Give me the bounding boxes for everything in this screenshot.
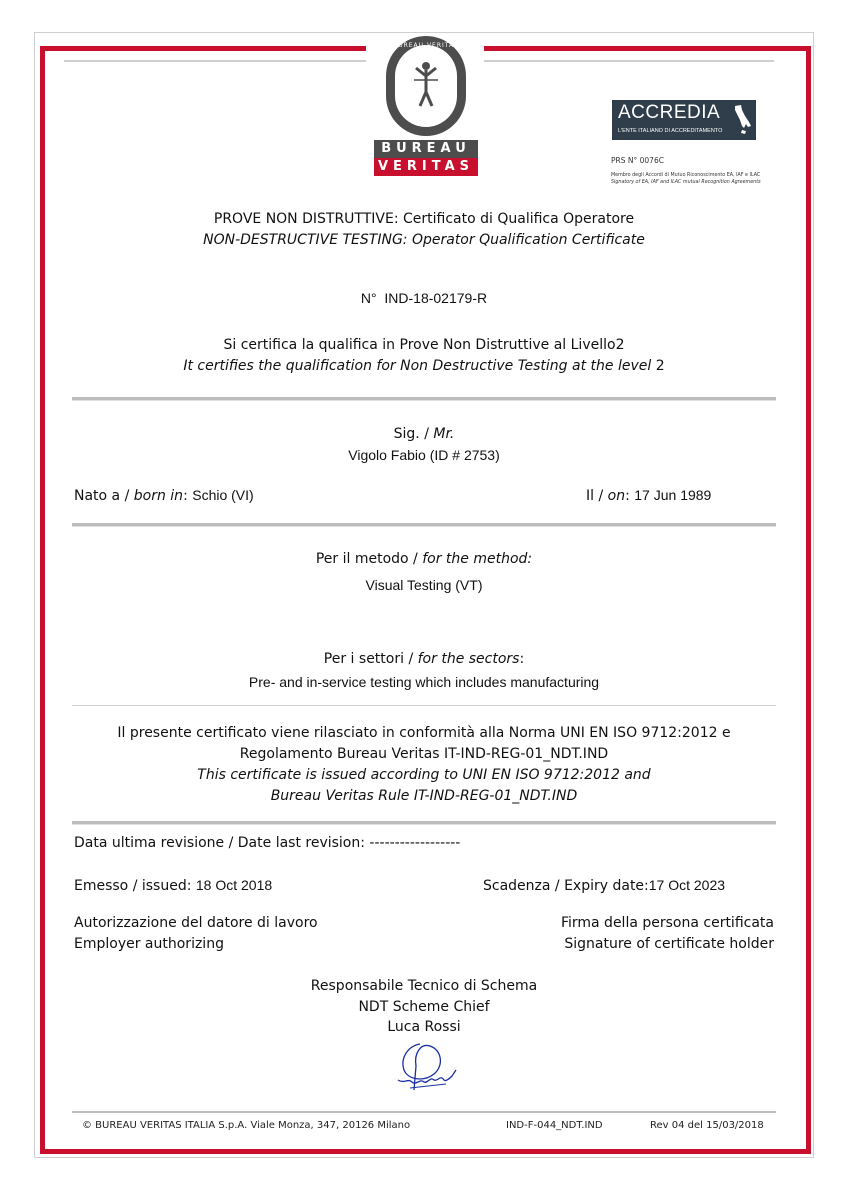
divider-4 (72, 821, 776, 825)
divider-2 (72, 523, 776, 527)
logo-word-bureau: BUREAU (374, 140, 478, 158)
footer-rev: Rev 04 del 15/03/2018 (650, 1120, 764, 1131)
person-title (60, 424, 788, 445)
divider-3 (72, 705, 776, 706)
method-label (60, 549, 788, 570)
conformity-en-2: Bureau Veritas Rule IT-IND-REG-01_NDT.IND (270, 788, 578, 804)
level-en: It certifies the qualification for Non Destructive Testing at the level (183, 358, 652, 374)
level-en-line (60, 356, 788, 377)
number-value: IND-18-02179-R (384, 290, 488, 306)
method-label-en: for the method: (422, 551, 533, 567)
accredia-subtitle: L'ENTE ITALIANO DI ACCREDITAMENTO (618, 128, 723, 134)
logo-figure-icon (412, 58, 440, 110)
born-label-en: born in (133, 488, 184, 504)
accredia-note (611, 172, 771, 186)
level-it-line (60, 335, 788, 356)
divider-1 (72, 397, 776, 401)
footer-divider (72, 1111, 776, 1113)
accredia-prs: PRS N° 0076C (611, 156, 664, 165)
employer-block (74, 913, 318, 955)
chief-it: Responsabile Tecnico di Schema (310, 978, 538, 994)
footer-company: © BUREAU VERITAS ITALIA S.p.A. Viale Monza, 347, 20126 Milano (82, 1120, 411, 1131)
employer-it: Autorizzazione del datore di lavoro (74, 915, 318, 931)
accredia-note-it: Membro degli Accordi di Mutuo Riconoscimento EA, IAF e ILAC (611, 173, 761, 178)
bureau-veritas-logo (368, 36, 484, 178)
title-it-label: Sig. / (393, 426, 429, 442)
born-date: 17 Jun 1989 (634, 487, 712, 503)
top-rule-left (64, 60, 366, 62)
footer-form: IND-F-044_NDT.IND (506, 1120, 603, 1131)
employer-en: Employer authorizing (74, 936, 224, 952)
expiry-value: 17 Oct 2023 (648, 877, 726, 893)
sectors-value: Pre- and in-service testing which includes manufacturing (248, 674, 600, 690)
issued-label: Emesso / issued: (74, 878, 192, 894)
accredia-name: ACCREDIA (618, 102, 721, 123)
level-it: Si certifica la qualifica in Prove Non Distruttive al Livello (223, 337, 616, 353)
expiry-label: Scadenza / Expiry date: (483, 878, 649, 894)
on-label-it: Il / (586, 488, 604, 504)
issued-row (74, 875, 272, 897)
revision-row (74, 833, 460, 854)
logo-year: 1828 (416, 120, 436, 128)
method-value: Visual Testing (VT) (365, 577, 483, 593)
sectors-label-it: Per i settori / (323, 651, 414, 667)
conformity-it-1: Il presente certificato viene rilasciato in conformità alla Norma UNI EN ISO 9712:2012 e (117, 725, 731, 741)
certificate-number (60, 288, 788, 309)
method-label-it: Per il metodo / (315, 551, 418, 567)
issued-value: 18 Oct 2018 (195, 877, 273, 893)
level-value-en: 2 (655, 358, 665, 374)
person-name: Vigolo Fabio (ID # 2753) (348, 447, 500, 463)
born-label-it: Nato a / (74, 488, 130, 504)
title-it: PROVE NON DISTRUTTIVE: Certificato di Qualifica Operatore (213, 211, 635, 227)
chief-en: NDT Scheme Chief (358, 999, 490, 1015)
conformity-it-2: Regolamento Bureau Veritas IT-IND-REG-01_NDT.IND (239, 746, 609, 762)
level-value-it: 2 (615, 337, 625, 353)
holder-it: Firma della persona certificata (560, 915, 774, 931)
logo-word-veritas: VERITAS (374, 158, 478, 176)
italy-map-icon (732, 104, 752, 136)
revision-value: ------------------ (369, 835, 461, 851)
born-on-row: Il / on: 17 Jun 1989 (586, 487, 712, 504)
title-en-label: Mr. (433, 426, 455, 442)
accredia-note-en: Signatory of EA, IAF and ILAC mutual Recognition Agreements (611, 180, 761, 185)
title-en: NON-DESTRUCTIVE TESTING: Operator Qualification Certificate (203, 232, 645, 248)
accredia-logo (612, 100, 756, 140)
sectors-label: Per i settori / for the sectors: (323, 651, 525, 667)
holder-en: Signature of certificate holder (564, 936, 774, 952)
conformity-en-1: This certificate is issued according to UNI EN ISO 9712:2012 and (197, 767, 651, 783)
born-place: Schio (VI) (192, 487, 254, 503)
sectors-label-en: for the sectors (417, 651, 520, 667)
logo-ring-text: BUREAU VERITAS (393, 42, 459, 49)
number-label: N° (360, 290, 377, 306)
revision-label: Data ultima revisione / Date last revision: (74, 835, 365, 851)
holder-block (558, 913, 774, 955)
top-rule-right (484, 60, 774, 62)
on-label-en: on (607, 488, 626, 504)
expiry-row (483, 875, 725, 897)
chief-signature (390, 1040, 470, 1096)
chief-name: Luca Rossi (387, 1019, 461, 1035)
born-in-row: Nato a / born in: Schio (VI) (74, 487, 254, 504)
